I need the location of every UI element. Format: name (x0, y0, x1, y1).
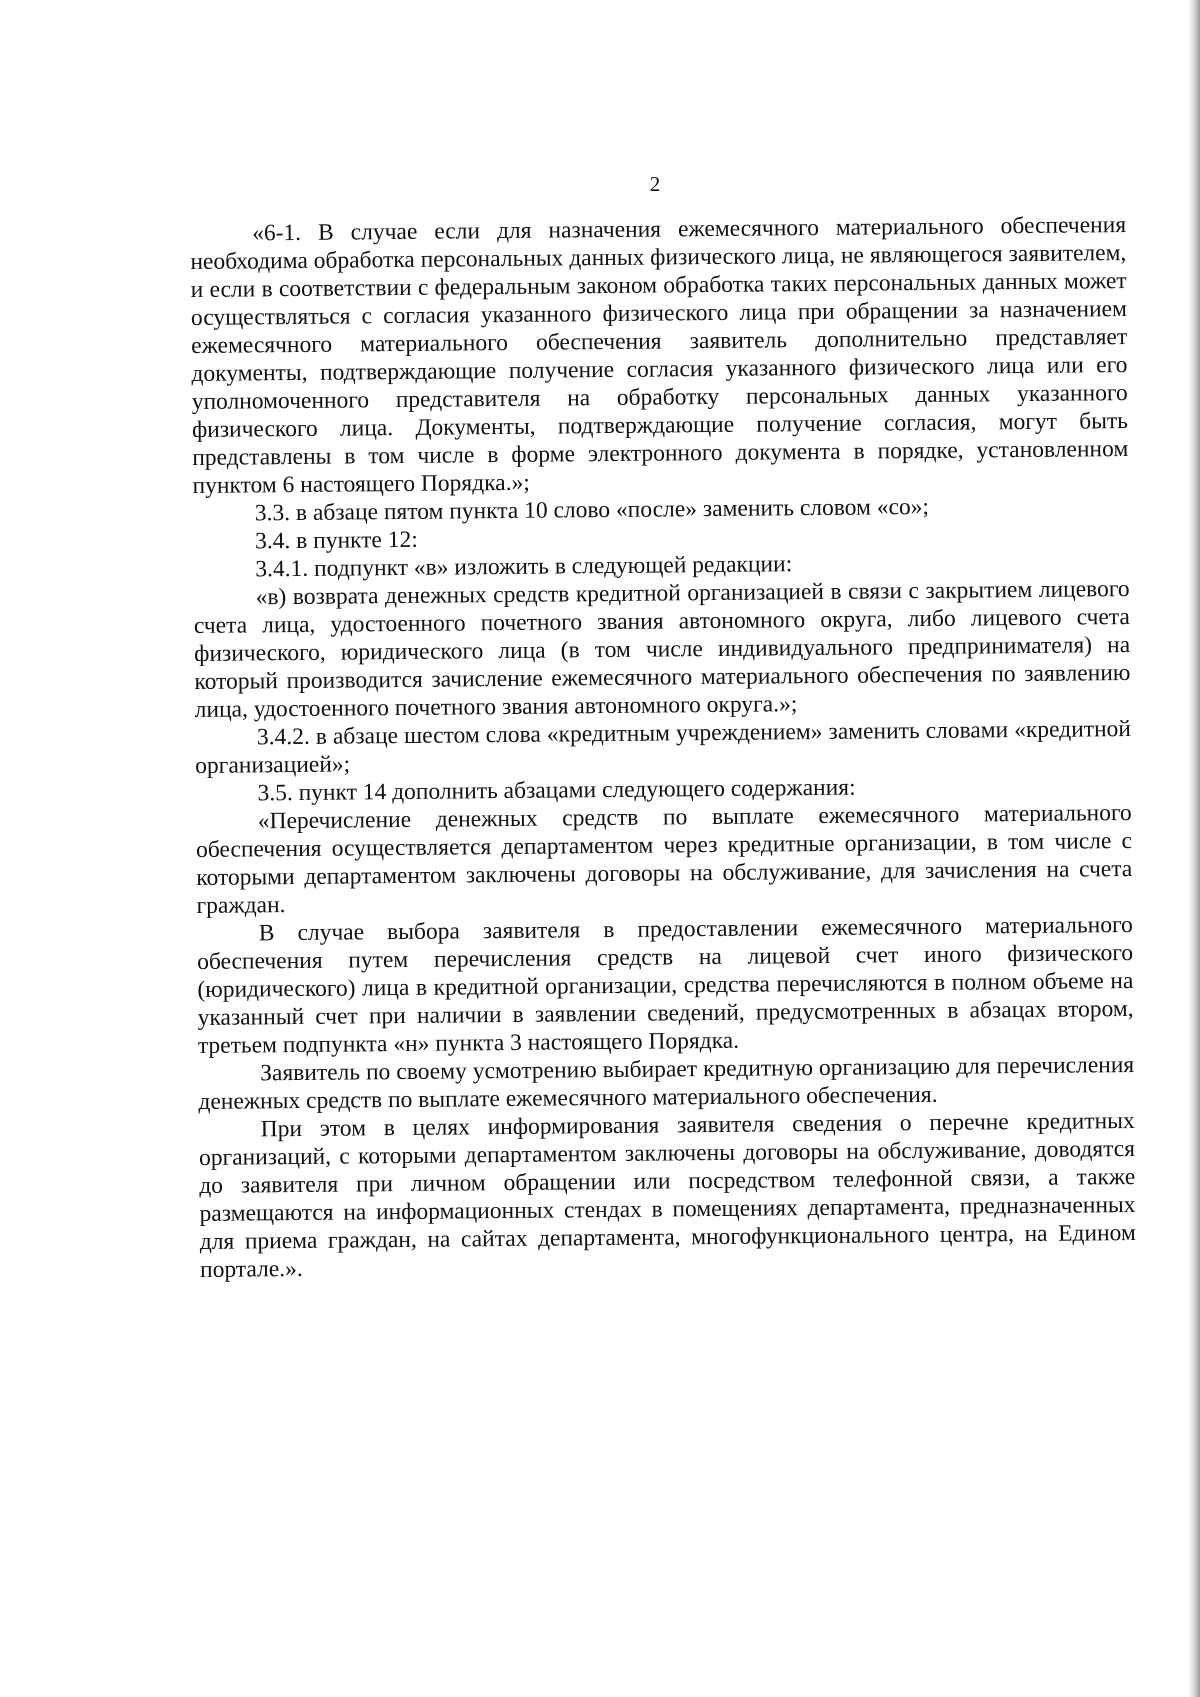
paragraph-subpoint-v: «в) возврата денежных средств кредитной организацией в связи с закрытием лицевого счета лица, удостоенного почетного звания автономного округа, либо лицевого счета физического, юридического лица (в том числе индивидуального предпринимателя) на который производится зачисление ежемесячного материального обеспечения по заявлению лица, удостоенного почетного звания автономного округа.»; (193, 575, 1131, 723)
paragraph-3-4-2: 3.4.2. в абзаце шестом слова «кредитным учреждением» заменить словами «кредитной организацией»; (195, 715, 1132, 779)
paragraph-information: При этом в целях информирования заявителя сведения о перечне кредитных организаций, с которыми департаментом заключены договоры на обслуживание, доводятся до заявителя при личном обращении или посредством телефонной связи, а также размещаются на информационных стендах в помещениях департамента, предназначенных для приема граждан, на сайтах департамента, многофункционального центра, на Едином портале.». (198, 1107, 1136, 1283)
paragraph-3-5: 3.5. пункт 14 дополнить абзацами следующего содержания: (257, 774, 856, 807)
paragraph-3-4-1: 3.4.1. подпункт «в» изложить в следующей редакции: (255, 551, 793, 583)
paragraph-transfer: «Перечисление денежных средств по выплате ежемесячного материального обеспечения осуществляется департаментом через кредитные организации, в том числе с которыми департаментом заключены договоры на обслуживание, для зачисления на счета граждан. (195, 799, 1133, 919)
paragraph-3-3: 3.3. в абзаце пятом пункта 10 слово «после» заменить словом «со»; (254, 493, 930, 527)
paragraph-3-4: 3.4. в пункте 12: (254, 526, 418, 555)
scan-page-edge (1188, 0, 1200, 1697)
paragraph-applicant-choice: В случае выбора заявителя в предоставлении ежемесячного материального обеспечения путем перечисления средств на лицевой счет иного физического (юридического) лица в кредитной организации, средства перечисляются в полном объеме на указанный счет при наличии в заявлении сведений, предусмотренных в абзацах втором, третьем подпункта «н» пункта 3 настоящего Порядка. (196, 911, 1134, 1059)
document-body (190, 211, 1136, 1284)
paragraph-bank-selection: Заявитель по своему усмотрению выбирает кредитную организацию для перечисления денежных средств по выплате ежемесячного материального обеспечения. (198, 1051, 1135, 1115)
paragraph-6-1: «6-1. В случае если для назначения ежемесячного материального обеспечения необходима обработка персональных данных физического лица, не являющегося заявителем, и если в соответствии с федеральным законом обработка таких персональных данных может осуществляться с согласия указанного физического лица при обращении за назначением ежемесячного материального обеспечения заявитель дополнительно представляет документы, подтверждающие получение согласия указанного физического лица или его уполномоченного представителя на обработку персональных данных указанного физического лица. Документы, подтверждающие получение согласия, могут быть представлены в том числе в форме электронного документа в порядке, установленном пунктом 6 настоящего Порядка.»; (190, 212, 1129, 499)
page-number: 2 (649, 172, 661, 196)
